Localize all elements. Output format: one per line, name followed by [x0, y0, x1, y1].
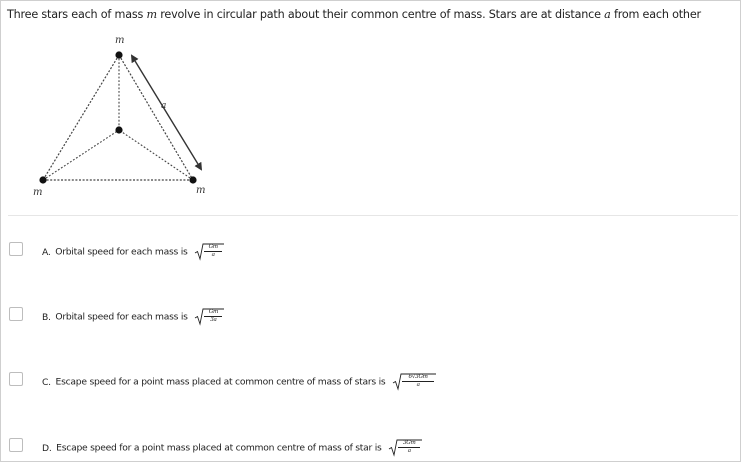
distance-arrow: [132, 56, 201, 169]
label-left-mass: m: [33, 187, 43, 198]
option-a-denominator: a: [211, 252, 215, 258]
option-c-checkbox[interactable]: [9, 372, 23, 386]
option-a-numerator: Gm: [204, 244, 222, 252]
option-c-label: Escape speed for a point mass placed at common centre of mass of stars is: [55, 376, 386, 388]
variable-m: m: [146, 8, 157, 21]
option-d-numerator: 3Gm: [398, 440, 420, 448]
edge-right: [119, 55, 193, 180]
line-centre-left: [43, 130, 119, 180]
star-top: [115, 51, 122, 58]
option-a-formula: [194, 243, 224, 261]
option-b-checkbox[interactable]: [9, 307, 23, 321]
edge-left: [43, 55, 119, 180]
option-d-letter: D.: [42, 442, 52, 454]
option-c[interactable]: [9, 370, 729, 394]
question-part-1: Three stars each of mass: [7, 8, 147, 21]
option-d-checkbox[interactable]: [9, 438, 23, 452]
option-c-formula: [392, 373, 436, 391]
question-part-3: from each other: [610, 8, 701, 21]
star-left: [39, 176, 46, 183]
option-d-fraction: [398, 440, 420, 455]
three-star-diagram: [0, 0, 741, 215]
option-b-letter: B.: [42, 311, 51, 323]
option-d-text: [42, 439, 422, 457]
option-c-fraction: [402, 374, 434, 389]
option-a-text: [42, 243, 224, 261]
star-right: [189, 176, 196, 183]
label-right-mass: m: [196, 185, 206, 196]
divider: [8, 215, 738, 216]
option-a[interactable]: [9, 240, 729, 264]
option-b-text: [42, 308, 224, 326]
option-c-denominator: a: [416, 382, 420, 388]
option-d-label: Escape speed for a point mass placed at common centre of mass of star is: [56, 442, 382, 454]
option-b-formula: [194, 308, 224, 326]
centre-lines: [43, 55, 193, 180]
option-c-text: [42, 373, 436, 391]
option-c-letter: C.: [42, 376, 51, 388]
option-d-denominator: a: [407, 448, 411, 454]
variable-a: a: [604, 8, 611, 21]
label-top-mass: m: [115, 35, 125, 46]
centre-of-mass: [115, 126, 122, 133]
option-a-label: Orbital speed for each mass is: [55, 246, 188, 258]
option-a-letter: A.: [42, 246, 51, 258]
option-b-fraction: [204, 309, 222, 324]
triangle-edges: [43, 55, 193, 180]
option-b-numerator: Gm: [204, 309, 222, 317]
option-b-label: Orbital speed for each mass is: [55, 311, 188, 323]
question-part-2: revolve in circular path about their common centre of mass. Stars are at distance: [156, 8, 605, 21]
option-a-checkbox[interactable]: [9, 242, 23, 256]
option-b-denominator: 3a: [210, 317, 217, 323]
option-d-formula: [388, 439, 422, 457]
option-a-fraction: [204, 244, 222, 259]
option-b[interactable]: [9, 305, 729, 329]
option-c-numerator: 6√3Gm: [402, 374, 434, 382]
label-distance: a: [161, 101, 167, 111]
option-d[interactable]: [9, 436, 729, 460]
